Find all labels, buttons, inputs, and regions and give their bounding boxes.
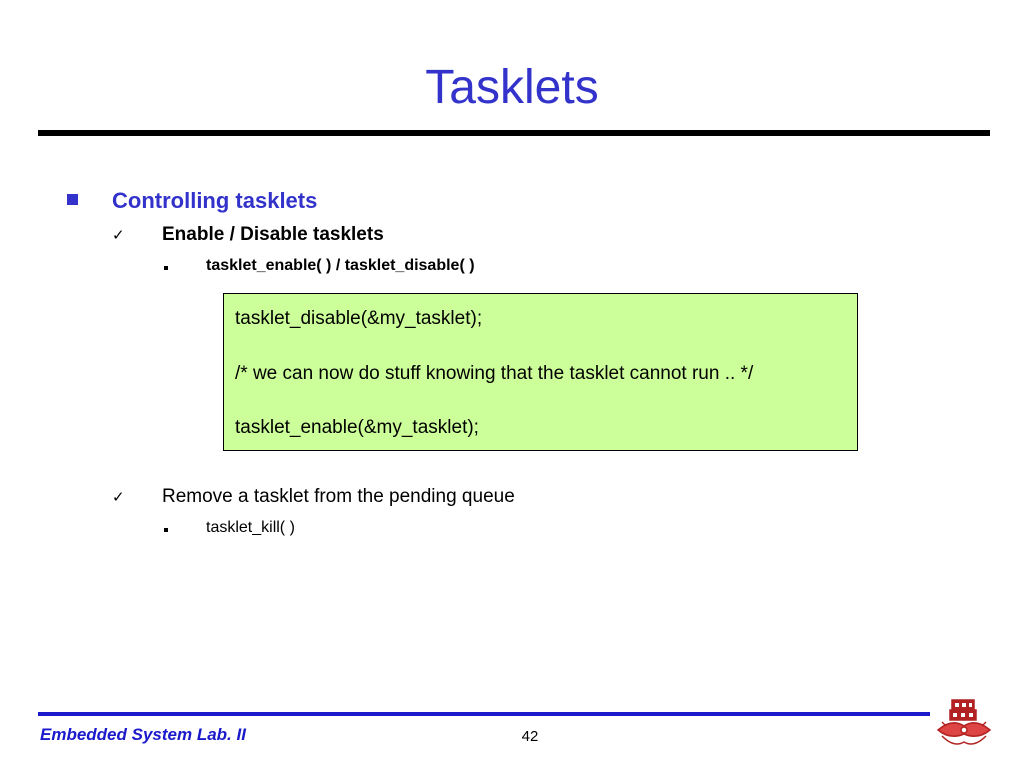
code-line-enable: tasklet_enable(&my_tasklet); (235, 417, 479, 438)
enable-disable-functions: tasklet_enable( ) / tasklet_disable( ) (206, 257, 475, 274)
checkmark-icon: ✓ (112, 227, 125, 244)
section-heading: Controlling tasklets (112, 188, 318, 213)
code-line-disable: tasklet_disable(&my_tasklet); (235, 308, 483, 329)
code-line-comment: /* we can now do stuff knowing that the tasklet cannot run .. */ (235, 363, 754, 384)
footer-divider (38, 712, 930, 716)
code-example-box (223, 293, 858, 451)
remove-tasklet-function: tasklet_kill( ) (206, 519, 295, 536)
title-divider (38, 130, 990, 136)
footer-lab-name: Embedded System Lab. II (40, 725, 246, 744)
checkmark-icon: ✓ (112, 489, 125, 506)
slide-title: Tasklets (425, 61, 599, 114)
university-crest-logo-icon (932, 696, 996, 752)
small-square-bullet-icon (164, 528, 168, 532)
remove-tasklet-heading: Remove a tasklet from the pending queue (162, 486, 515, 507)
small-square-bullet-icon (164, 266, 168, 270)
page-number: 42 (521, 728, 539, 745)
square-bullet-icon (67, 194, 78, 205)
enable-disable-heading: Enable / Disable tasklets (162, 224, 384, 245)
